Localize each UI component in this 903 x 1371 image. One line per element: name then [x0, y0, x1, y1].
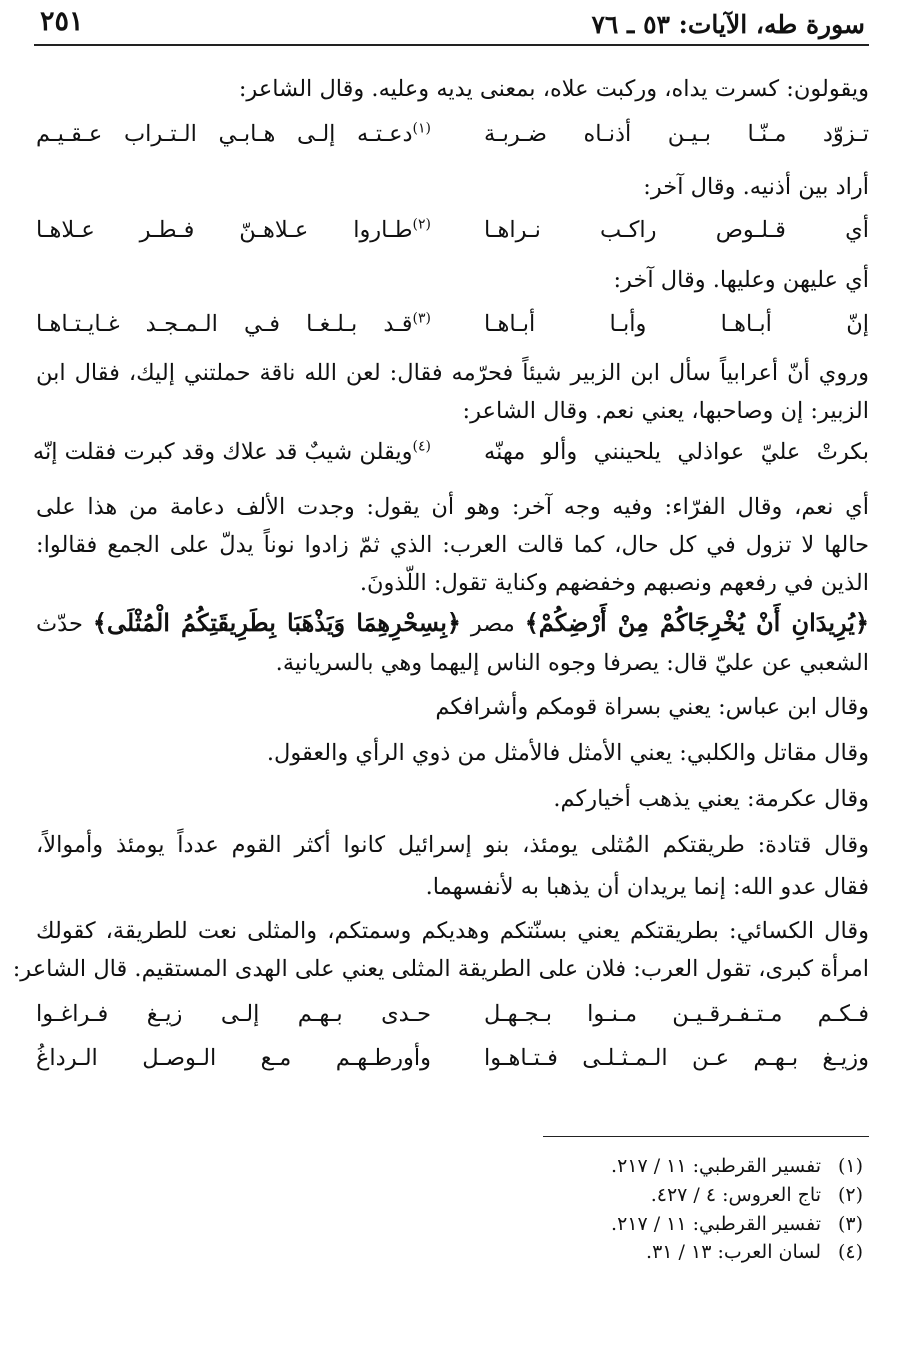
- verse-first-hemistich: وزيـغ بـهـم عـن الـمـثـلـى فـتـاهـوا: [484, 1045, 869, 1071]
- paragraph-line: وقال الكسائي: بطريقتكم يعني بسنّتكم وهديكم وسمتكم، والمثلى نعت للطريقة، كقولك: [36, 918, 869, 944]
- footnote-text: لسان العرب: ١٣ / ٣١.: [646, 1241, 821, 1263]
- paragraph-line: الشعبي عن عليّ قال: يصرفا وجوه الناس إليهما وهي بالسريانية.: [275, 650, 869, 676]
- footnote: [646, 1240, 863, 1264]
- verse-first-hemistich: بكرتْ عليّ عواذلي يلحينني وألو مهنّه: [484, 439, 869, 465]
- inline-word: حدّث: [36, 611, 83, 637]
- poem-verse-6: [36, 1040, 869, 1078]
- paragraph-line: وقال قتادة: طريقتكم المُثلى يومئذ، بنو إسرائيل كانوا أكثر القوم عدداً يومئذ وأموالاً،: [36, 832, 869, 858]
- quran-line: [36, 606, 869, 642]
- footnote-divider: [543, 1136, 869, 1137]
- verse-first-hemistich: إنّ أبـاهـا وأبـا أبـاهـا: [484, 311, 869, 337]
- running-title: سورة طه، الآيات: ٥٣ ـ ٧٦: [591, 10, 865, 39]
- page-number: ٢٥١: [40, 6, 84, 37]
- poem-verse-5: [36, 996, 869, 1034]
- poem-verse-3: [36, 306, 869, 344]
- footnote-number: (١): [837, 1155, 863, 1177]
- poem-verse-1: [36, 116, 869, 154]
- page-header: [34, 6, 869, 46]
- paragraph-line: فقال عدو الله: إنما يريدان أن يذهبا به لأنفسهما.: [425, 874, 869, 900]
- verse-second-hemistich: [36, 306, 431, 342]
- paragraph-line: الذين في رفعهم ونصبهم وخفضهم وكناية تقول: اللّذونَ.: [359, 570, 869, 596]
- verse-text: ويقلن شيبٌ قد علاك وقد كبرت فقلت إنّه: [32, 439, 413, 465]
- footnote-text: تفسير القرطبي: ١١ / ٢١٧.: [611, 1155, 821, 1177]
- verse-first-hemistich: أي قـلـوص راكـب نـراهـا: [484, 217, 869, 243]
- paragraph-line: أراد بين أذنيه. وقال آخر:: [643, 174, 869, 200]
- paragraph-line: وقال ابن عباس: يعني بسراة قومكم وأشرافكم: [435, 694, 869, 720]
- paragraph-line: ويقولون: كسرت يداه، وركبت علاه، بمعنى يديه وعليه. وقال الشاعر:: [238, 76, 869, 102]
- paragraph-line: وروي أنّ أعرابياً سأل ابن الزبير شيئاً فحرّمه فقال: لعن الله ناقة حملتني إليك، فقال ابن: [36, 360, 869, 386]
- footnote-number: (٢): [837, 1184, 863, 1206]
- paragraph-line: وقال مقاتل والكلبي: يعني الأمثل فالأمثل من ذوي الرأي والعقول.: [266, 740, 869, 766]
- paragraph-line: وقال عكرمة: يعني يذهب أخياركم.: [553, 786, 869, 812]
- verse-first-hemistich: فـكـم مـتـفـرقـيـن مـنـوا بـجـهـل: [484, 1001, 869, 1027]
- footnote-number: (٤): [837, 1241, 863, 1263]
- footnote-marker: (١): [412, 120, 431, 137]
- quran-verse: ﴿يُرِيدَانِ أَنْ يُخْرِجَاكُمْ مِنْ أَرْضِكُمْ﴾: [524, 608, 870, 637]
- footnote-marker: (٢): [412, 216, 431, 233]
- footnote-number: (٣): [837, 1213, 863, 1235]
- verse-second-hemistich: وأورطـهـم مـع الـوصـل الـرداغُ: [36, 1045, 431, 1071]
- footnote: [651, 1183, 863, 1207]
- verse-second-hemistich: [32, 434, 431, 470]
- verse-second-hemistich: [36, 116, 431, 152]
- footnote: [611, 1212, 863, 1236]
- paragraph-line: امرأة كبرى، تقول العرب: فلان على الطريقة المثلى يعني على الهدى المستقيم. قال الشاعر:: [12, 956, 869, 982]
- verse-first-hemistich: تـزوّد مـنّـا بـيـن أذنـاه ضـربـة: [484, 121, 869, 147]
- verse-text: دعـتـه إلـى هـابـي الـتـراب عـقـيـم: [36, 121, 413, 147]
- verse-text: طـاروا عـلاهـنّ فـطـر عـلاهـا: [36, 217, 413, 243]
- verse-second-hemistich: حـدى بـهـم إلـى زيـغ فـراغـوا: [36, 1001, 431, 1027]
- footnote-text: تاج العروس: ٤ / ٤٢٧.: [650, 1184, 821, 1206]
- poem-verse-2: [36, 212, 869, 250]
- paragraph-line: أي عليهن وعليها. وقال آخر:: [613, 267, 869, 293]
- footnote-text: تفسير القرطبي: ١١ / ٢١٧.: [611, 1213, 821, 1235]
- footnote: [611, 1154, 863, 1178]
- footnote-marker: (٤): [412, 438, 431, 455]
- paragraph-line: حالها لا تزول في كل حال، كما قالت العرب: الذي ثمّ زادوا نوناً يدلّ على الجمع فقالوا:: [36, 532, 869, 558]
- footnote-marker: (٣): [412, 310, 431, 327]
- verse-text: قـد بـلـغـا فـي الـمـجـد غـايـتـاهـا: [36, 311, 413, 337]
- quran-verse: ﴿بِسِحْرِهِمَا وَيَذْهَبَا بِطَرِيقَتِكُمُ الْمُثْلَى﴾: [92, 608, 461, 637]
- paragraph-line: الزبير: إن وصاحبها، يعني نعم. وقال الشاعر:: [462, 398, 869, 424]
- inline-word: مصر: [470, 611, 515, 637]
- verse-second-hemistich: [36, 212, 431, 248]
- paragraph-line: أي نعم، وقال الفرّاء: وفيه وجه آخر: وهو أن يقول: وجدت الألف دعامة من هذا على: [36, 494, 869, 520]
- poem-verse-4: [32, 434, 869, 472]
